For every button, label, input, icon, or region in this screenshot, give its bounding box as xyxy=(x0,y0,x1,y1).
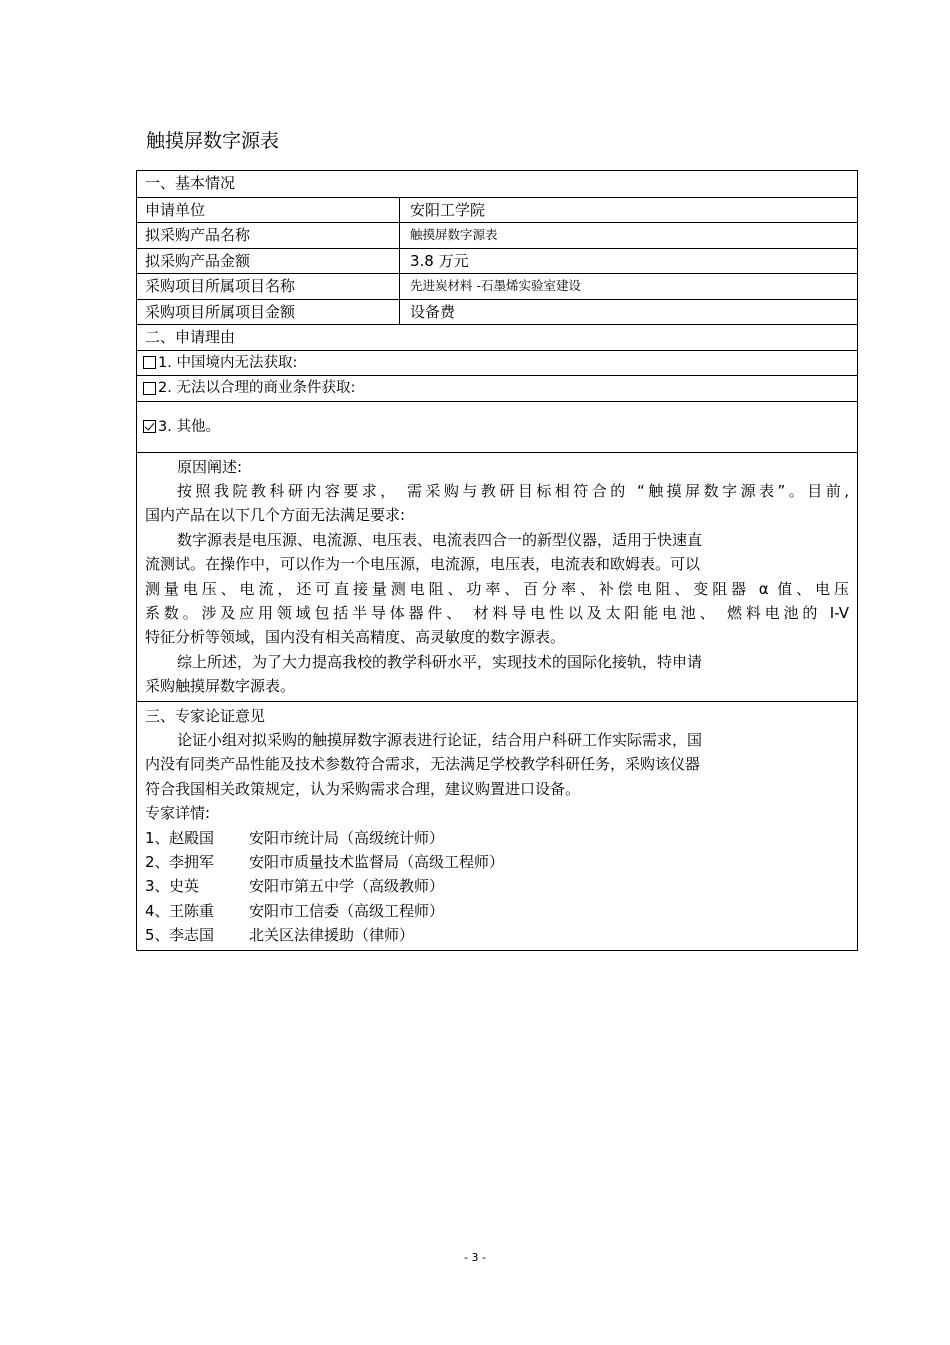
reason-line: 按照我院教科研内容要求， 需采购与教研目标相符合的 “触摸屏数字源表”。目前, xyxy=(177,481,849,500)
expert-index: 2、 xyxy=(145,853,170,871)
opinion-line: 论证小组对拟采购的触摸屏数字源表进行论证，结合用户科研工作实际需求，国 xyxy=(177,730,703,749)
document-title: 触摸屏数字源表 xyxy=(146,130,280,152)
reason-line: 采购触摸屏数字源表。 xyxy=(145,677,296,696)
expert-name: 王陈重 xyxy=(169,901,215,920)
expert-item xyxy=(145,850,849,874)
expert-name: 史英 xyxy=(169,877,200,896)
reason-line: 系数。涉及应用领域包括半导体器件、 材料导电性以及太阳能电池、 燃料电池的 I-V xyxy=(145,603,849,622)
info-row-product-amount xyxy=(137,248,857,274)
expert-org: 安阳市统计局（高级统计师） xyxy=(249,828,445,847)
info-value: 设备费 xyxy=(410,302,456,321)
expert-details-label: 专家详情: xyxy=(145,804,211,823)
expert-index: 5、 xyxy=(145,926,170,945)
expert-index: 1、 xyxy=(145,828,170,847)
reason-line: 流测试。在操作中，可以作为一个电压源，电流源，电压表，电流表和欧姆表。可以 xyxy=(145,555,701,574)
info-label: 拟采购产品名称 xyxy=(137,223,400,248)
info-value: 触摸屏数字源表 xyxy=(410,227,498,242)
info-value: 3.8 万元 xyxy=(410,251,469,270)
option-label: 3. 其他。 xyxy=(158,418,220,435)
expert-name: 李志国 xyxy=(169,926,215,945)
info-row-applicant xyxy=(137,197,857,223)
unchecked-checkbox[interactable] xyxy=(143,356,156,369)
application-form xyxy=(136,170,858,951)
expert-item xyxy=(145,923,849,947)
expert-org: 安阳市质量技术监督局（高级工程师） xyxy=(249,853,505,871)
reason-line: 测量电压、电流，还可直接量测电阻、功率、百分率、补偿电阻、变阻器 α 值、电压 xyxy=(145,579,849,598)
option-label: 1. 中国境内无法获取: xyxy=(158,354,298,371)
info-label: 申请单位 xyxy=(137,198,400,223)
info-value: 安阳工学院 xyxy=(410,200,486,219)
info-row-project-amount xyxy=(137,299,857,325)
expert-org: 安阳市工信委（高级工程师） xyxy=(249,901,445,920)
reason-line: 特征分析等领域，国内没有相关高精度、高灵敏度的数字源表。 xyxy=(145,628,566,647)
reason-line: 原因阐述: xyxy=(177,457,243,476)
expert-list xyxy=(145,826,849,948)
reason-description xyxy=(137,452,857,701)
info-label: 采购项目所属项目金额 xyxy=(137,300,400,325)
opinion-line: 内没有同类产品性能及技术参数符合需求，无法满足学校教学科研任务，采购该仪器 xyxy=(145,755,701,774)
reason-line: 数字源表是电压源、电流源、电压表、电流表四合一的新型仪器，适用于快速直 xyxy=(177,530,703,549)
option-2 xyxy=(137,375,857,401)
page-number: - 3 - xyxy=(464,1251,486,1264)
reason-line: 综上所述，为了大力提高我校的教学科研水平，实现技术的国际化接轨，特申请 xyxy=(177,652,703,671)
info-label: 采购项目所属项目名称 xyxy=(137,274,400,299)
expert-index: 3、 xyxy=(145,877,170,896)
expert-opinion xyxy=(137,701,857,950)
option-3 xyxy=(137,401,857,452)
option-label: 2. 无法以合理的商业条件获取: xyxy=(158,380,356,397)
reason-line: 国内产品在以下几个方面无法满足要求: xyxy=(145,506,406,525)
expert-index: 4、 xyxy=(145,901,170,920)
section-basic-info: 一、基本情况 xyxy=(145,174,236,192)
checked-checkbox[interactable] xyxy=(143,420,156,433)
info-value: 先进炭材料 -石墨烯实验室建设 xyxy=(410,278,581,293)
expert-name: 赵殿国 xyxy=(169,828,215,847)
expert-item xyxy=(145,899,849,923)
expert-org: 北关区法律援助（律师） xyxy=(249,926,415,945)
opinion-line: 符合我国相关政策规定，认为采购需求合理，建议购置进口设备。 xyxy=(145,779,581,798)
expert-name: 李拥军 xyxy=(169,853,215,871)
info-row-project-name xyxy=(137,273,857,299)
expert-item xyxy=(145,826,849,850)
expert-org: 安阳市第五中学（高级教师） xyxy=(249,877,445,896)
section-reason: 二、申请理由 xyxy=(137,324,857,350)
info-row-product-name xyxy=(137,222,857,248)
section-expert: 三、专家论证意见 xyxy=(145,706,266,725)
expert-item xyxy=(145,874,849,898)
option-1 xyxy=(137,350,857,376)
info-label: 拟采购产品金额 xyxy=(137,249,400,274)
unchecked-checkbox[interactable] xyxy=(143,382,156,395)
